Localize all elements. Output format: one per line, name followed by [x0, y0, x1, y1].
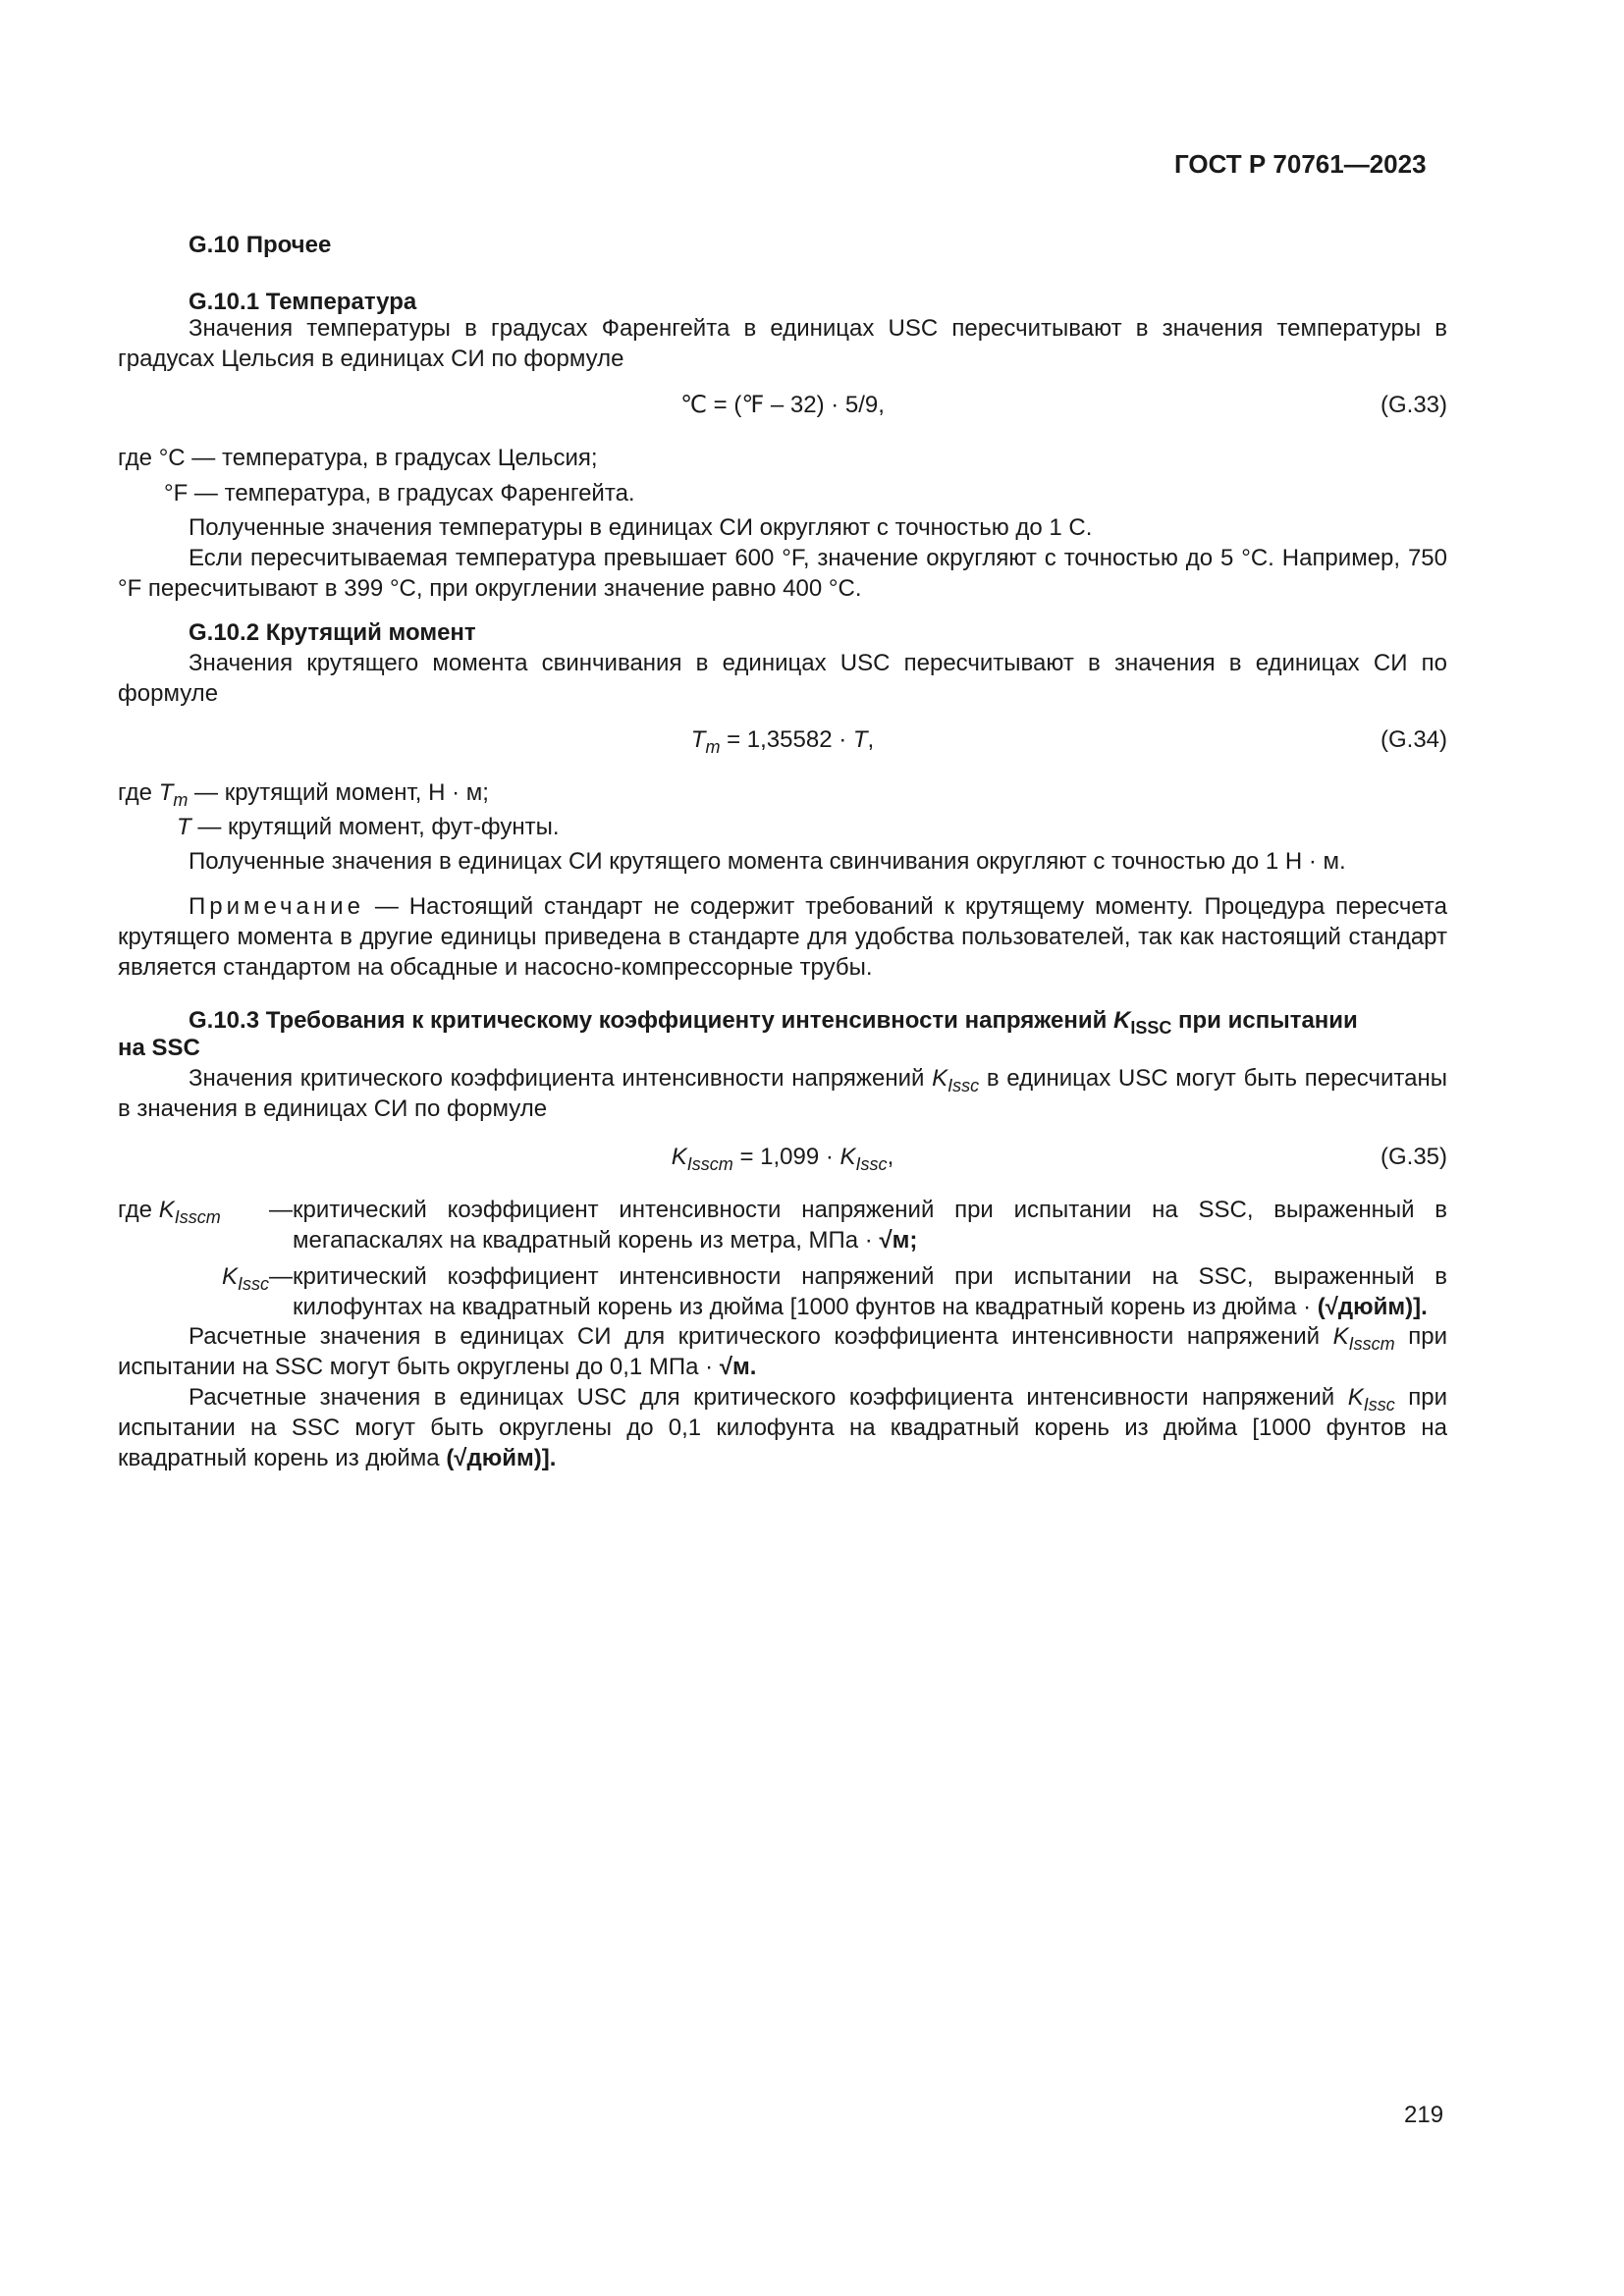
formula-g34-number: (G.34) — [1380, 726, 1447, 753]
formula-g33-number: (G.33) — [1380, 392, 1447, 418]
sqrt-inch-symbol: (√дюйм)]. — [1317, 1294, 1428, 1320]
formula-g35 — [118, 1142, 1447, 1173]
formula-g35-expression: $K_{Isscm} = 1,099 \cdot K_{Issc}$, — [671, 1144, 894, 1174]
section-heading-g10-2: G.10.2 Крутящий момент — [189, 619, 476, 646]
g10-1-high-temp-paragraph: Если пересчитываемая температура превышает 600 °F, значение округляют с точностью до 5 °C. Например, 750 °F пересчитывают в 399 °C, при округлении значение равно 400 °C. — [118, 545, 1447, 602]
section-heading-g10-3-line2: на SSC — [118, 1035, 200, 1061]
g10-3-intro-paragraph: Значения критического коэффициента интенсивности напряжений $K_{Issc}$ в единицах USC могут быть пересчитаны в значения в единицах СИ по формуле — [118, 1065, 1447, 1122]
where-word: где — [118, 445, 153, 471]
formula-g33-expression: ℃ = (℉ – 32) · 5/9, — [680, 392, 885, 418]
formula-g33 — [118, 390, 1447, 421]
g10-3-definition-list — [118, 1195, 1447, 1322]
definition-torque-si: где $T_m$ — крутящий момент, Н · м; — [118, 779, 489, 810]
definition-fahrenheit: °F — температура, в градусах Фаренгейта. — [164, 480, 635, 507]
section-heading-g10-1: G.10.1 Температура — [189, 289, 417, 315]
note-text: — Настоящий стандарт не содержит требований к крутящему моменту. Процедура пересчета крутящего момента в другие единицы приведена в стандарте для удобства пользователей, так как настоящий стандарт является стандартом на обсадные и насосно-компрессорные трубы. — [118, 893, 1447, 981]
g10-2-intro-paragraph: Значения крутящего момента свинчивания в единицах USC пересчитывают в значения в единицах СИ по формуле — [118, 650, 1447, 707]
note-label: Примечание — [189, 893, 364, 920]
page-number: 219 — [1404, 2102, 1444, 2128]
definition-celsius: °C — температура, в градусах Цельсия; — [158, 445, 598, 471]
g10-2-rounding-paragraph: Полученные значения в единицах СИ крутящего момента свинчивания округляют с точностью до 1 Н · м. — [189, 848, 1346, 875]
section-heading-g10-3: G.10.3 Требования к критическому коэффициенту интенсивности напряжений $K_{ISSC}$ при испытании — [189, 1007, 1358, 1038]
section-heading-g10: G.10 Прочее — [189, 232, 332, 258]
formula-g34-expression: $T_m = 1,35582 \cdot T$, — [690, 726, 875, 757]
g10-2-note-paragraph — [118, 891, 1447, 983]
formula-g34 — [118, 724, 1447, 756]
sqrt-meter-symbol: √м; — [879, 1227, 918, 1254]
g10-1-rounding-paragraph: Полученные значения температуры в единицах СИ округляют с точностью до 1 С. — [189, 514, 1093, 541]
g10-1-intro-paragraph: Значения температуры в градусах Фаренгейта в единицах USC пересчитывают в значения температуры в градусах Цельсия в единицах СИ по формуле — [118, 315, 1447, 372]
definition-torque-usc: T — крутящий момент, фут-фунты. — [177, 814, 560, 840]
formula-g35-number: (G.35) — [1380, 1144, 1447, 1170]
g10-3-usc-rounding-paragraph: Расчетные значения в единицах USC для критического коэффициента интенсивности напряжений $K_{Issc}$ при испытании на SSC могут быть округлены до 0,1 килофунта на квадратный корень из дюйма [1000 фунтов на квадратный корень из дюйма (√дюйм)]. — [118, 1384, 1447, 1471]
definition-kissc: $K_{Issc}$ — критический коэффициент интенсивности напряжений при испытании на SSC, выраженный в килофунтах на квадратный корень из дюйма [1000 фунтов на квадратный корень из дюйма · (√дюйм)]. — [221, 1263, 1447, 1320]
document-code-header: ГОСТ Р 70761—2023 — [1174, 149, 1427, 179]
g10-3-si-rounding-paragraph: Расчетные значения в единицах СИ для критического коэффициента интенсивности напряжений $K_{Isscm}$ при испытании на SSC могут быть округлены до 0,1 МПа · √м. — [118, 1323, 1448, 1380]
g10-1-where-line-1 — [118, 443, 598, 473]
definition-kisscm: где $K_{Isscm}$ — критический коэффициент интенсивности напряжений при испытании на SSC, выраженный в мегапаскалях на квадратный корень из метра, МПа · √м; — [118, 1197, 1447, 1254]
